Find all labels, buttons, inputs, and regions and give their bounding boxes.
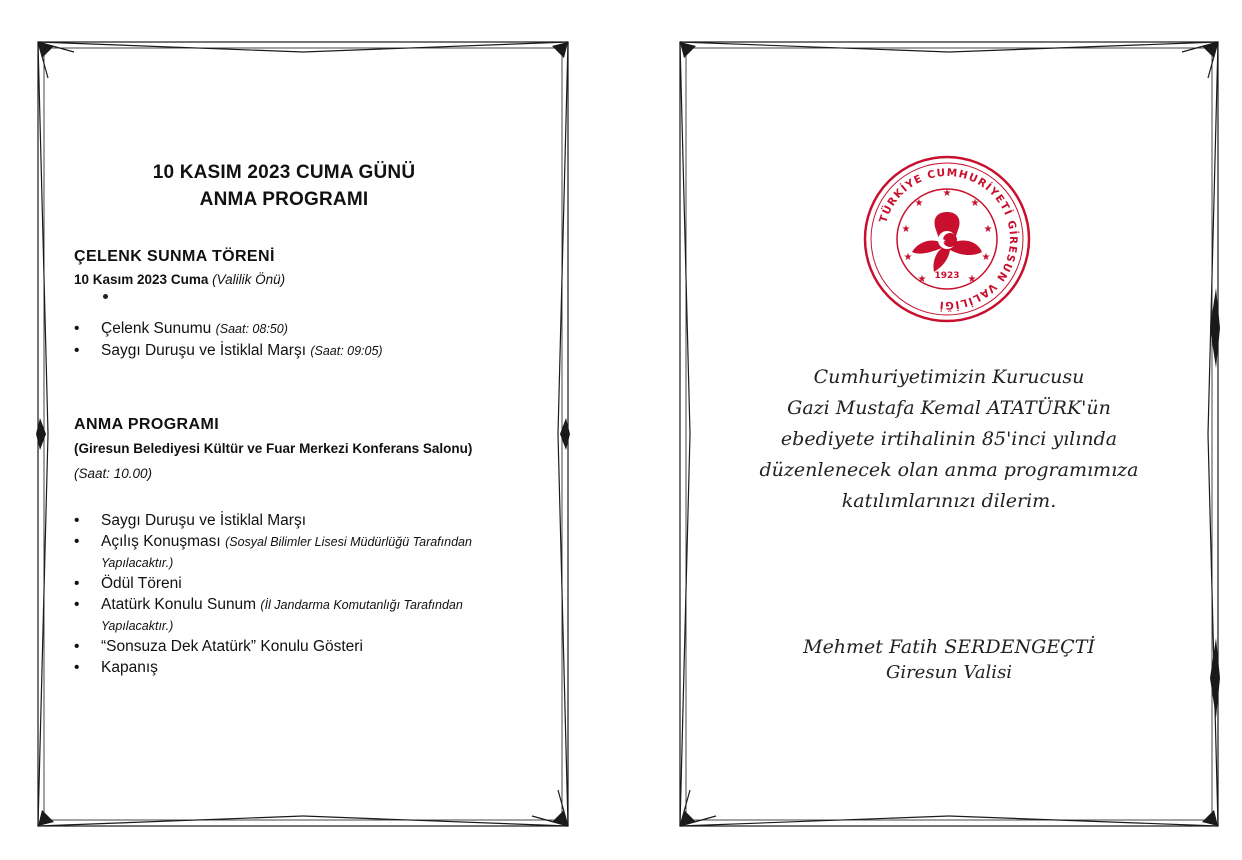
list-item: • Saygı Duruşu ve İstiklal Marşı (Saat: 09:05) — [74, 342, 383, 359]
message-line: ebediyete irtihalinin 85'inci yılında — [780, 428, 1118, 450]
signer-title: Giresun Valisi — [885, 662, 1013, 683]
section-heading-wreath: ÇELENK SUNMA TÖRENİ — [74, 248, 275, 265]
list-item: • Ödül Töreni — [74, 575, 182, 592]
program-title-line1: 10 KASIM 2023 CUMA GÜNÜ — [152, 162, 416, 183]
wreath-place: (Valilik Önü) — [212, 272, 286, 287]
bullet-icon: • — [74, 320, 80, 337]
list-item: • Açılış Konuşması (Sosyal Bilimler Lisesi Müdürlüğü Tarafından Yapılacaktır.) — [74, 533, 472, 570]
program-item-list — [74, 510, 544, 678]
message-line: düzenlenecek olan anma programımıza — [759, 459, 1139, 481]
wreath-date-line — [74, 272, 285, 287]
list-item: • Saygı Duruşu ve İstiklal Marşı — [74, 512, 307, 529]
message-line: Cumhuriyetimizin Kurucusu — [813, 366, 1085, 388]
decorative-border — [34, 38, 572, 830]
message-line: katılımlarınızı dilerim. — [841, 490, 1057, 512]
bullet-icon: • — [74, 533, 80, 550]
list-item: • “Sonsuza Dek Atatürk” Konulu Gösteri — [74, 638, 363, 655]
seal-year: 1923 — [934, 271, 960, 281]
invitation-message — [676, 362, 1222, 517]
program-page — [34, 38, 572, 830]
svg-text:★: ★ — [970, 198, 980, 209]
giresun-governorship-seal — [862, 154, 1032, 324]
bullet-icon: • — [74, 638, 80, 655]
wreath-date: 10 Kasım 2023 Cuma — [74, 272, 209, 287]
wreath-item-list — [74, 318, 544, 362]
stray-mark — [103, 294, 108, 299]
invitation-page — [676, 38, 1222, 830]
bullet-icon: • — [74, 596, 80, 613]
program-venue: (Giresun Belediyesi Kültür ve Fuar Merkezi Konferans Salonu) — [74, 441, 473, 456]
svg-text:★: ★ — [967, 274, 977, 285]
svg-text:★: ★ — [903, 252, 913, 263]
svg-text:★: ★ — [939, 238, 947, 245]
svg-text:★: ★ — [901, 224, 911, 235]
svg-text:★: ★ — [914, 198, 924, 209]
list-item: • Çelenk Sunumu (Saat: 08:50) — [74, 320, 288, 337]
bullet-icon: • — [74, 659, 80, 676]
bullet-icon: • — [74, 575, 80, 592]
section-heading-program: ANMA PROGRAMI — [74, 416, 220, 433]
program-time: (Saat: 10.00) — [74, 466, 153, 481]
bullet-icon: • — [74, 342, 80, 359]
svg-text:★: ★ — [983, 224, 993, 235]
list-item: • Atatürk Konulu Sunum (İl Jandarma Komutanlığı Tarafından Yapılacaktır.) — [74, 596, 463, 633]
svg-text:★: ★ — [917, 274, 927, 285]
signer-name: Mehmet Fatih SERDENGEÇTİ — [803, 636, 1095, 658]
program-title-line2: ANMA PROGRAMI — [199, 189, 369, 210]
svg-text:★: ★ — [942, 188, 952, 199]
svg-text:★: ★ — [981, 252, 991, 263]
seal-text: TÜRKİYE CUMHURİYETİ GİRESUN VALİLİĞİ — [877, 166, 1020, 312]
list-item: • Kapanış — [74, 659, 158, 676]
bullet-icon: • — [74, 512, 80, 529]
message-line: Gazi Mustafa Kemal ATATÜRK'ün — [787, 397, 1111, 419]
